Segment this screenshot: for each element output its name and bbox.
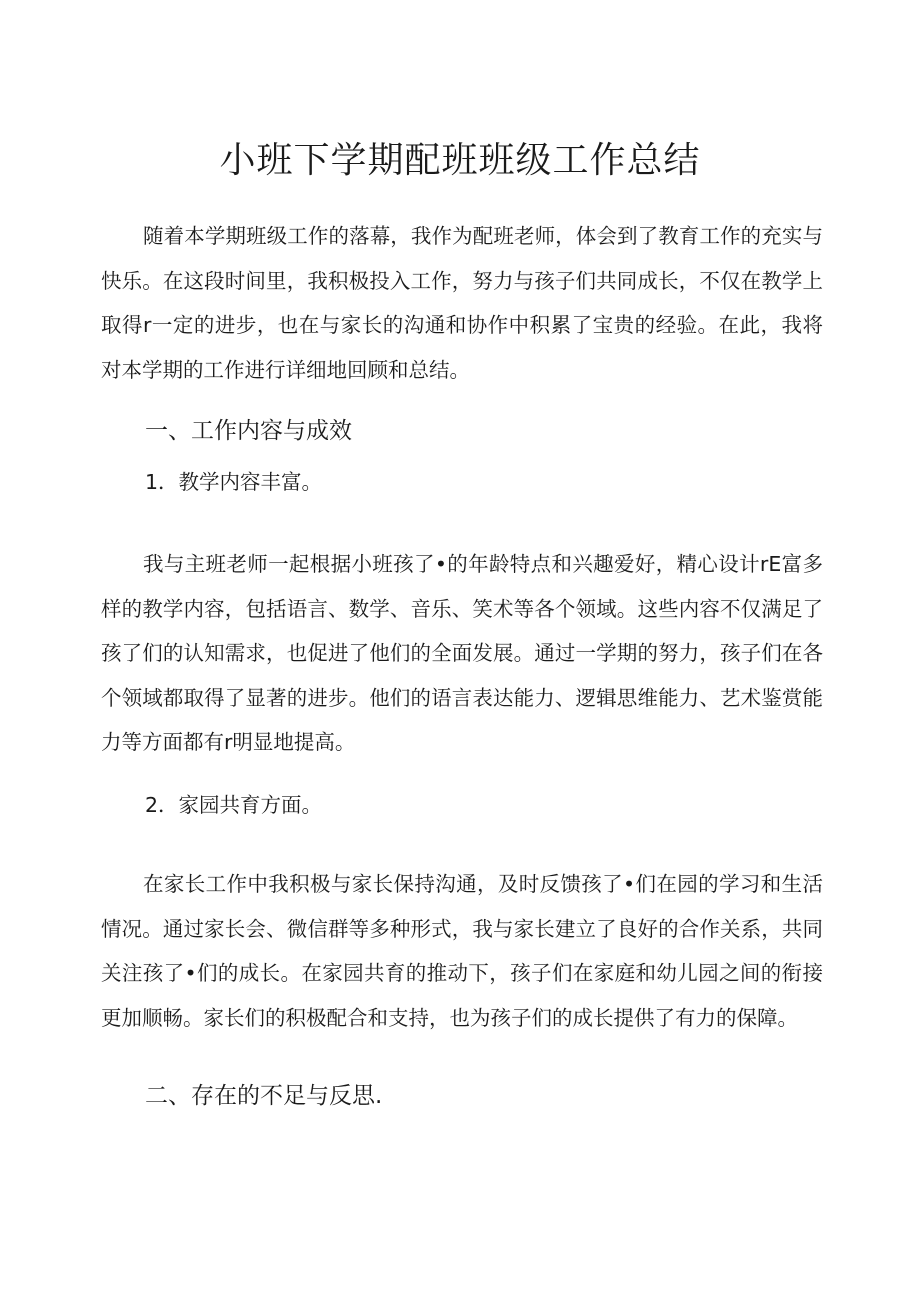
page-title: 小班下学期配班班级工作总结 <box>219 140 701 181</box>
item-title-home-school: 2．家园共育方面。 <box>145 793 323 817</box>
item-title-teaching: 1．教学内容丰富。 <box>145 470 323 494</box>
intro-paragraph: 随着本学期班级工作的落幕，我作为配班老师，体会到了教育工作的充实与快乐。在这段时间里，我积极投入工作，努力与孩子们共同成长，不仅在教学上取得r一定的进步，也在与家长的沟通和协作中积累了宝贵的经验。在此，我将对本学期的工作进行详细地回顾和总结。 <box>101 224 823 382</box>
section-heading-2: 二、存在的不足与反思. <box>145 1083 383 1109</box>
teaching-paragraph: 我与主班老师一起根据小班孩了•的年龄特点和兴趣爱好，精心设计rE富多样的教学内容，包括语言、数学、音乐、笑术等各个领域。这些内容不仅满足了孩了们的认知需求，也促进了他们的全面发展。通过一学期的努力，孩子们在各个领域都取得了显著的进步。他们的语言表达能力、逻辑思维能力、艺术鉴赏能力等方面都有r明显地提高。 <box>101 552 823 754</box>
section-heading-1: 一、工作内容与成效 <box>145 418 352 444</box>
home-school-paragraph: 在家长工作中我积极与家长保持沟通，及时反馈孩了•们在园的学习和生活情况。通过家长会、微信群等多种形式，我与家长建立了良好的合作关系，共同关注孩了•们的成长。在家园共育的推动下，孩子们在家庭和幼儿园之间的衔接更加顺畅。家长们的积极配合和支持，也为孩子们的成长提供了有力的保障。 <box>101 872 823 1030</box>
